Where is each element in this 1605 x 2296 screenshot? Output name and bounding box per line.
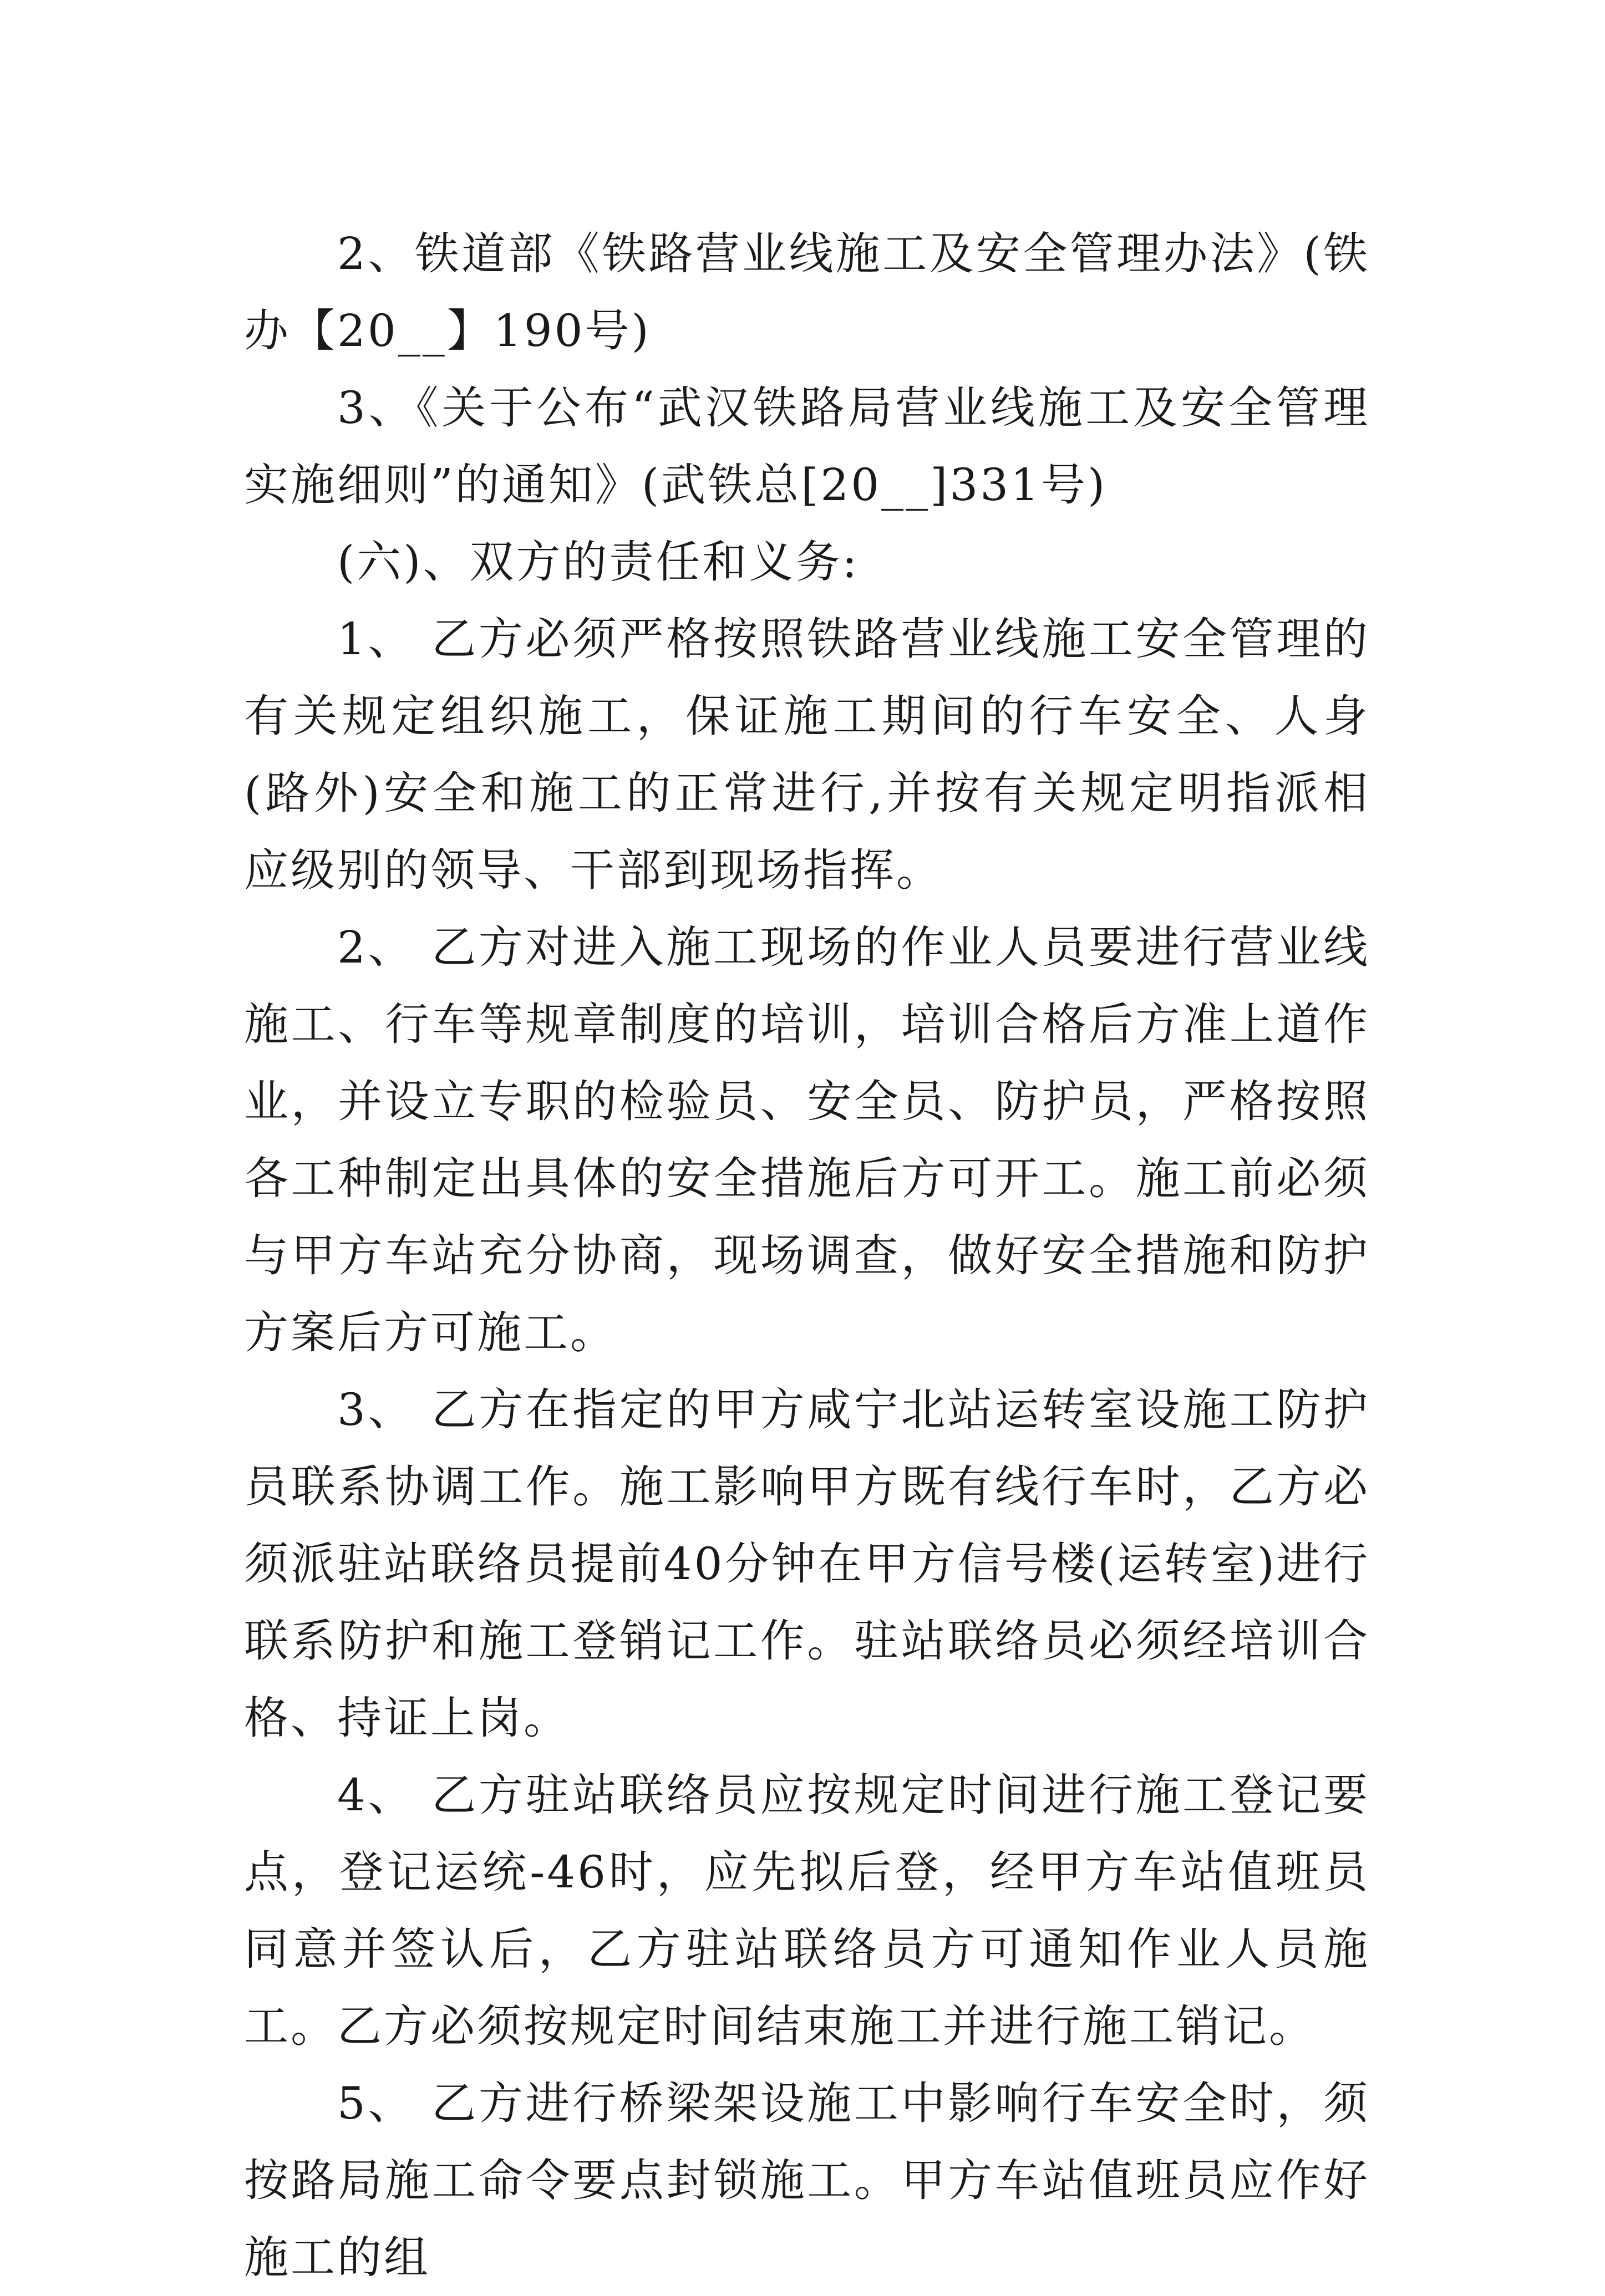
paragraph-duty-3: 3、 乙方在指定的甲方咸宁北站运转室设施工防护员联系协调工作。施工影响甲方既有线行车时，乙方必须派驻站联络员提前40分钟在甲方信号楼(运转室)进行联系防护和施工登销记工作。驻站联络员必须经培训合格、持证上岗。: [244, 1384, 1370, 1744]
paragraph-duty-2: 2、 乙方对进入施工现场的作业人员要进行营业线施工、行车等规章制度的培训，培训合格后方准上道作业，并设立专职的检验员、安全员、防护员，严格按照各工种制定出具体的安全措施后方可开工。施工前必须与甲方车站充分协商，现场调查，做好安全措施和防护方案后方可施工。: [244, 922, 1370, 1358]
paragraph-regulation-2: 2、铁道部《铁路营业线施工及安全管理办法》(铁办【20__】190号): [244, 228, 1370, 357]
paragraph-duty-5: 5、 乙方进行桥梁架设施工中影响行车安全时，须按路局施工命令要点封锁施工。甲方车站值班员应作好施工的组: [244, 2078, 1370, 2283]
paragraph-regulation-3: 3、《关于公布“武汉铁路局营业线施工及安全管理实施细则”的通知》(武铁总[20__]331号): [244, 382, 1370, 511]
document-body: [244, 215, 1370, 2296]
paragraph-duty-4: 4、 乙方驻站联络员应按规定时间进行施工登记要点，登记运统-46时，应先拟后登，经甲方车站值班员同意并签认后，乙方驻站联络员方可通知作业人员施工。乙方必须按规定时间结束施工并进行施工销记。: [244, 1769, 1370, 2052]
section-heading-responsibilities: (六)、双方的责任和义务:: [337, 536, 860, 588]
paragraph-duty-1: 1、 乙方必须严格按照铁路营业线施工安全管理的有关规定组织施工，保证施工期间的行车安全、人身(路外)安全和施工的正常进行,并按有关规定明指派相应级别的领导、干部到现场指挥。: [244, 613, 1370, 896]
